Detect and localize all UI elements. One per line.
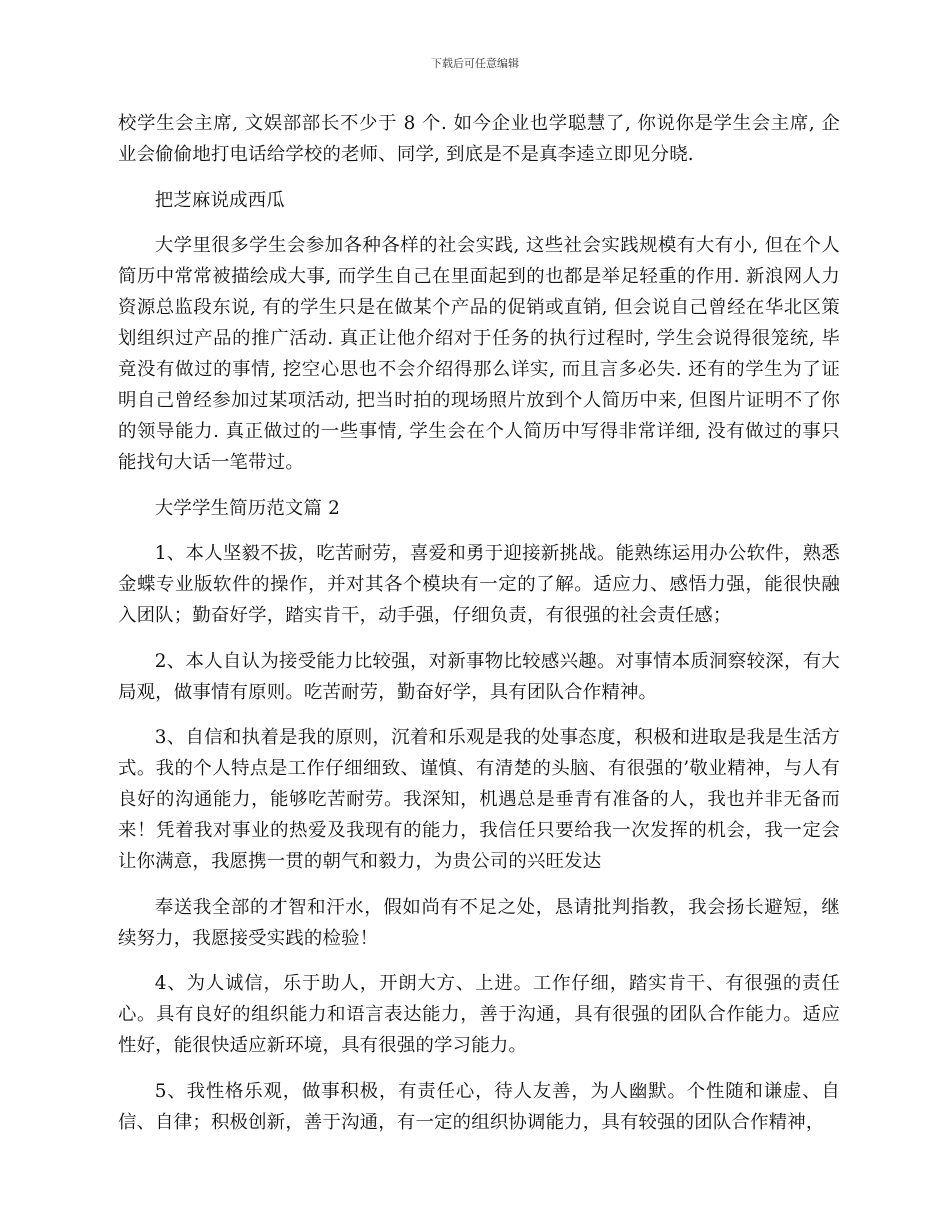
paragraph-item-4: 4、为人诚信，乐于助人，开朗大方、上进。工作仔细，踏实肯干、有很强的责任心。具有良好的组织能力和语言表达能力，善于沟通，具有很强的团队合作能力。适应性好，能很快适应新环境，具有很强的学习能力。 bbox=[118, 973, 840, 1056]
paragraph-item-2: 2、本人自认为接受能力比较强，对新事物比较感兴趣。对事情本质洞察较深，有大局观，做事情有原则。吃苦耐劳，勤奋好学，具有团队合作精神。 bbox=[118, 650, 840, 703]
document-body bbox=[118, 108, 840, 1152]
paragraph-item-3-continued: 奉送我全部的才智和汗水，假如尚有不足之处，恳请批判指教，我会扬长避短，继续努力，我愿接受实践的检验！ bbox=[118, 896, 840, 949]
section-heading-exaggeration: 把芝麻说成西瓜 bbox=[154, 189, 285, 211]
paragraph-item-5: 5、我性格乐观，做事积极，有责任心，待人友善，为人幽默。个性随和谦虚、自信、自律；积极创新，善于沟通，有一定的组织协调能力，具有较强的团队合作精神， bbox=[118, 1080, 840, 1133]
paragraph-continuation: 校学生会主席, 文娱部部长不少于 8 个. 如今企业也学聪慧了, 你说你是学生会主席, 企业会偷偷地打电话给学校的老师、同学, 到底是不是真李逵立即见分晓. bbox=[118, 113, 840, 165]
paragraph-item-3: 3、自信和执着是我的原则，沉着和乐观是我的处事态度，积极和进取是我是生活方式。我的个人特点是工作仔细细致、谨慎、有清楚的头脑、有很强的’敬业精神，与人有良好的沟通能力，能够吃苦耐劳。我深知，机遇总是垂青有准备的人，我也并非无备而来！凭着我对事业的热爱及我现有的能力，我信任只要给我一次发挥的机会，我一定会让你满意，我愿携一贯的朝气和毅力，为贵公司的兴旺发达 bbox=[118, 727, 840, 872]
paragraph-item-1: 1、本人坚毅不拔，吃苦耐劳，喜爱和勇于迎接新挑战。能熟练运用办公软件，熟悉金蝶专业版软件的操作，并对其各个模块有一定的了解。适应力、感悟力强，能很快融入团队；勤奋好学，踏实肯干，动手强，仔细负责，有很强的社会责任感； bbox=[118, 543, 840, 626]
section-heading-resume-sample-2: 大学学生简历范文篇 2 bbox=[154, 497, 341, 519]
paragraph-social-practice: 大学里很多学生会参加各种各样的社会实践, 这些社会实践规模有大有小, 但在个人简历中常常被描绘成大事, 而学生自己在里面起到的也都是举足轻重的作用. 新浪网人力资源总监段东说, 有的学生只是在做某个产品的促销或直销, 但会说自己曾经在华北区策划组织过产品的推广活动. 真正让他介绍对于任务的执行过程时, 学生会说得很笼统, 毕竟没有做过的事情, 挖空心思也不会介绍得那么详实, 而且言多必失. 还有的学生为了证明自己曾经参加过某项活动, 把当时拍的现场照片放到个人简历中来, 但图片证明不了你的领导能力. 真正做过的一些事情, 学生会在个人简历中写得非常详细, 没有做过的事只能找句大话一笔带过。 bbox=[118, 235, 840, 473]
page-header-note: 下载后可任意编辑 bbox=[431, 57, 519, 70]
